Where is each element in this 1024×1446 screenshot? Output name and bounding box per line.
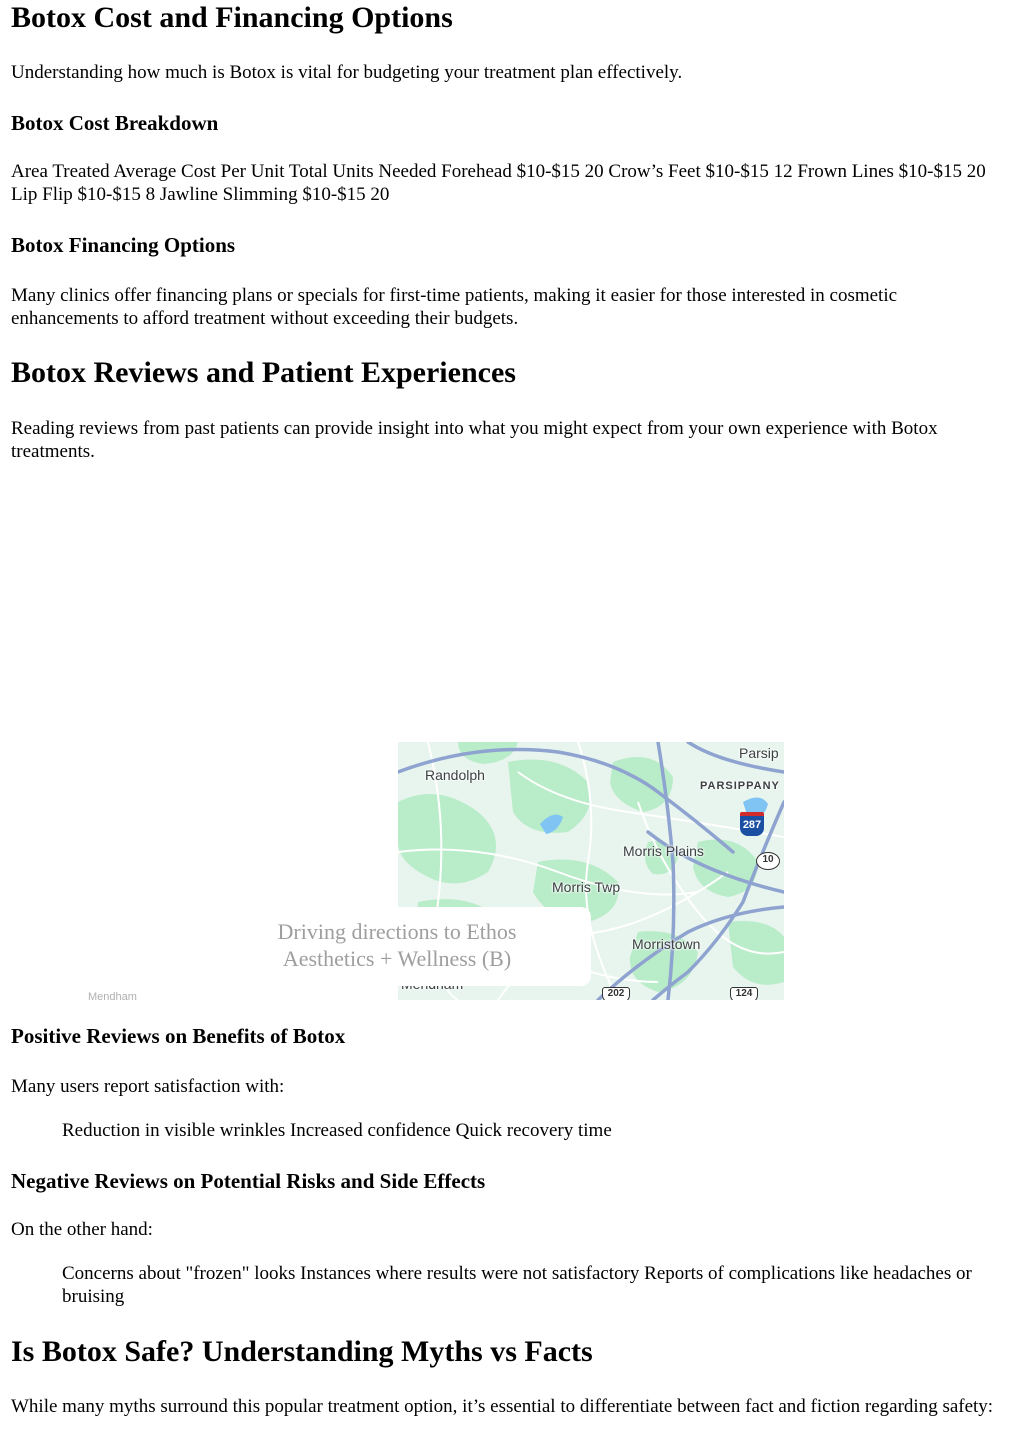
positive-list: Reduction in visible wrinkles Increased confidence Quick recovery time [62,1120,612,1141]
safety-text: While many myths surround this popular treatment option, it’s essential to differentiate between fact and fiction regarding safety: [11,1396,994,1417]
section-title-cost: Botox Cost and Financing Options [11,1,453,34]
directions-line-2: Aesthetics + Wellness (B) [282,946,512,971]
directions-line-1: Driving directions to Ethos [277,919,517,944]
section-title-breakdown: Botox Cost Breakdown [11,111,219,135]
positive-intro: Many users report satisfaction with: [11,1076,285,1097]
section-title-reviews: Botox Reviews and Patient Experiences [11,356,516,389]
map-label-randolph: Randolph [425,767,485,783]
map-label-parsippany-city: Parsip [739,745,779,761]
state-route-shield-icon: 10 [756,852,780,870]
section-title-financing: Botox Financing Options [11,233,236,257]
section-title-safety: Is Botox Safe? Understanding Myths vs Facts [11,1335,593,1368]
map-label-parsippany-area: PARSIPPANY [700,780,780,792]
map-caption-faint [88,992,400,1000]
section-title-positive: Positive Reviews on Benefits of Botox [11,1024,346,1048]
interstate-shield-icon: 287 [740,812,764,836]
reviews-text: Reading reviews from past patients can provide insight into what you might expect from your own experience with Botox treatments. [11,418,938,462]
map-label-morris-twp: Morris Twp [552,879,621,895]
map-label-morristown: Morristown [632,936,701,952]
negative-intro: On the other hand: [11,1219,153,1240]
us-route-shield-icon: 202 [602,987,630,1000]
cost-intro: Understanding how much is Botox is vital for budgeting your treatment plan effectively. [11,62,683,83]
map-label-morris-plains: Morris Plains [623,843,704,859]
driving-directions-link[interactable] [203,907,591,986]
cost-breakdown-table-text: Area Treated Average Cost Per Unit Total Units Needed Forehead $10-$15 20 Crow’s Feet $10-$15 12 Frown Lines $10-$15 20 Lip Flip $10-$15 8 Jawline Slimming $10-$15 20 [11,161,986,205]
section-title-negative: Negative Reviews on Potential Risks and Side Effects [11,1169,486,1193]
negative-list: Concerns about "frozen" looks Instances where results were not satisfactory Reports of complications like headaches or bruising [62,1263,972,1307]
faint-caption-text: Mendham [88,992,137,1000]
financing-text: Many clinics offer financing plans or specials for first-time patients, making it easier for those interested in cosmetic enhancements to afford treatment without exceeding their budgets. [11,285,898,329]
county-route-shield-icon: 124 [730,987,758,1000]
